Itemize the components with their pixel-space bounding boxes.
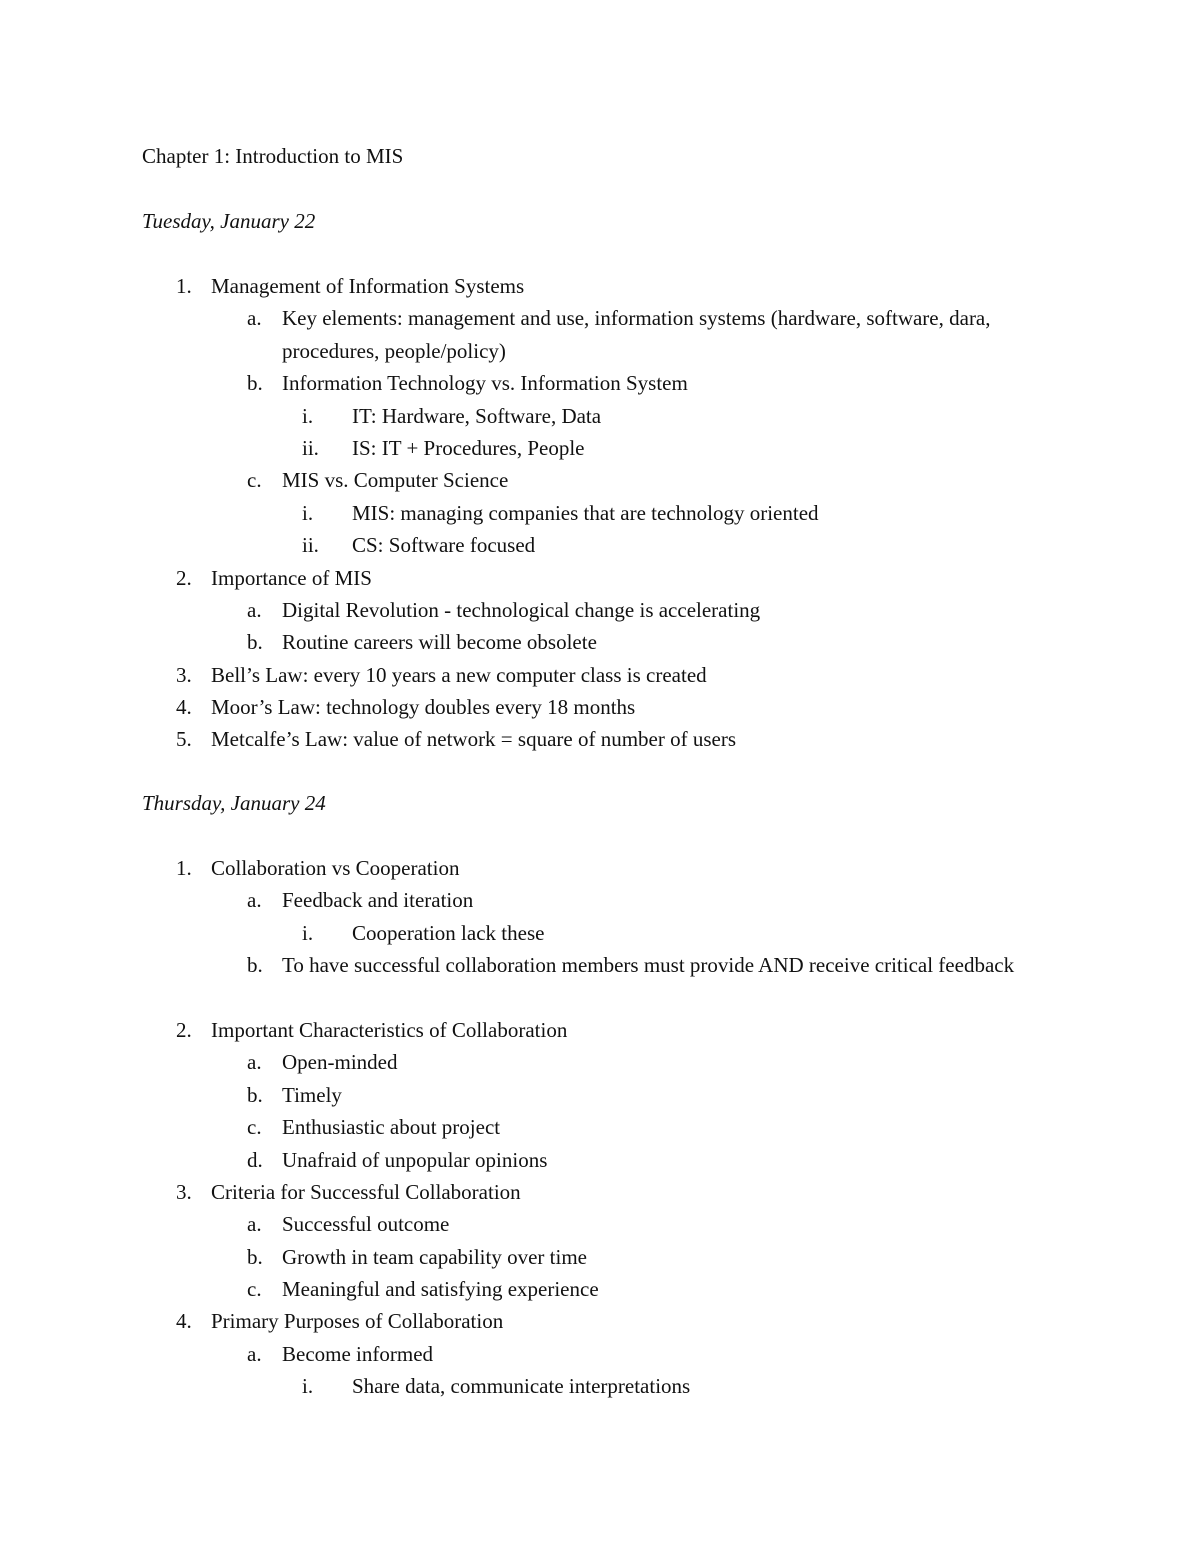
- outline-list: [0, 270, 1200, 756]
- list-item-text: To have successful collaboration members must provide AND receive critical feedback: [282, 953, 1015, 978]
- outline-item: [0, 1241, 1200, 1273]
- outline-item: [0, 1273, 1200, 1305]
- outline-item: [0, 1338, 1200, 1370]
- list-item-text: Importance of MIS: [211, 565, 372, 590]
- list-marker: d.: [247, 1147, 263, 1172]
- list-item-text: Cooperation lack these: [352, 920, 545, 945]
- outline-item: [0, 949, 1200, 1014]
- outline-item: [0, 852, 1200, 884]
- list-item-text: Bell’s Law: every 10 years a new computer class is created: [211, 662, 707, 687]
- outline-list: [0, 852, 1200, 1403]
- list-item-text: Growth in team capability over time: [282, 1244, 587, 1269]
- list-marker: b.: [247, 953, 263, 978]
- outline-item: [0, 1046, 1200, 1078]
- list-item-text: Digital Revolution - technological change is accelerating: [282, 597, 761, 622]
- section-date: Thursday, January 24: [142, 791, 326, 815]
- list-marker: b.: [247, 1244, 263, 1269]
- list-marker: i.: [302, 403, 314, 428]
- list-item-text: MIS: managing companies that are technology oriented: [352, 500, 819, 525]
- outline-item: [0, 562, 1200, 594]
- list-marker: i.: [302, 500, 314, 525]
- outline-item: [0, 1370, 1200, 1402]
- list-marker: c.: [247, 1277, 262, 1302]
- list-marker: b.: [247, 630, 263, 655]
- outline-item: [0, 1079, 1200, 1111]
- list-marker: a.: [247, 1050, 262, 1075]
- list-marker: i.: [302, 920, 314, 945]
- outline-item: [0, 497, 1200, 529]
- list-marker: 2.: [176, 1017, 192, 1042]
- list-marker: 1.: [176, 274, 192, 298]
- outline-item: [0, 594, 1200, 626]
- list-marker: c.: [247, 468, 262, 493]
- list-item-text: Primary Purposes of Collaboration: [211, 1309, 504, 1334]
- list-marker: b.: [247, 371, 263, 396]
- outline-item: [0, 400, 1200, 432]
- list-marker: 1.: [176, 856, 192, 880]
- list-item-text: CS: Software focused: [352, 533, 536, 558]
- outline-item: [0, 302, 1200, 367]
- list-marker: 3.: [176, 1179, 192, 1204]
- outline-item: [0, 432, 1200, 464]
- list-item-text: Key elements: management and use, information systems (hardware, software, dara, procedures, people/policy): [282, 306, 991, 363]
- list-item-text: Timely: [282, 1082, 342, 1107]
- list-marker: a.: [247, 888, 262, 913]
- list-item-text: Metcalfe’s Law: value of network = square of number of users: [211, 727, 736, 752]
- list-item-text: Unafraid of unpopular opinions: [282, 1147, 548, 1172]
- outline-item: [0, 464, 1200, 496]
- list-marker: 4.: [176, 695, 192, 720]
- list-marker: 2.: [176, 565, 192, 590]
- list-item-text: Share data, communicate interpretations: [352, 1374, 691, 1399]
- list-marker: ii.: [302, 435, 319, 460]
- list-marker: a.: [247, 1212, 262, 1237]
- outline-item: [0, 529, 1200, 561]
- outline-item: [0, 1176, 1200, 1208]
- list-marker: 4.: [176, 1309, 192, 1334]
- outline-item: [0, 723, 1200, 755]
- list-item-text: Open-minded: [282, 1050, 398, 1075]
- list-marker: 5.: [176, 727, 192, 752]
- outline-item: [0, 367, 1200, 399]
- list-marker: a.: [247, 306, 262, 331]
- outline-item: [0, 1111, 1200, 1143]
- list-marker: a.: [247, 597, 262, 622]
- list-item-text: Successful outcome: [282, 1212, 450, 1237]
- outline-item: [0, 1208, 1200, 1240]
- outline-item: [0, 691, 1200, 723]
- list-item-text: Collaboration vs Cooperation: [211, 856, 460, 880]
- document-title: Chapter 1: Introduction to MIS: [142, 144, 404, 168]
- list-marker: b.: [247, 1082, 263, 1107]
- list-item-text: Become informed: [282, 1341, 434, 1366]
- outline-item: [0, 884, 1200, 916]
- list-item-text: Moor’s Law: technology doubles every 18 months: [211, 695, 636, 720]
- outline-item: [0, 659, 1200, 691]
- list-marker: a.: [247, 1341, 262, 1366]
- list-item-text: Enthusiastic about project: [282, 1115, 501, 1140]
- list-marker: c.: [247, 1115, 262, 1140]
- list-item-text: IT: Hardware, Software, Data: [352, 403, 602, 428]
- list-item-text: Important Characteristics of Collaboration: [211, 1017, 568, 1042]
- list-item-text: Information Technology vs. Information System: [282, 371, 688, 396]
- list-item-text: Meaningful and satisfying experience: [282, 1277, 599, 1302]
- list-item-text: Criteria for Successful Collaboration: [211, 1179, 521, 1204]
- outline-item: [0, 626, 1200, 658]
- list-marker: 3.: [176, 662, 192, 687]
- section-date: Tuesday, January 22: [142, 209, 316, 233]
- list-item-text: IS: IT + Procedures, People: [352, 435, 585, 460]
- list-marker: i.: [302, 1374, 314, 1399]
- list-marker: ii.: [302, 533, 319, 558]
- list-item-text: MIS vs. Computer Science: [282, 468, 509, 493]
- outline-item: [0, 1144, 1200, 1176]
- outline-item: [0, 1305, 1200, 1337]
- outline-item: [0, 917, 1200, 949]
- list-item-text: Feedback and iteration: [282, 888, 474, 913]
- list-item-text: Routine careers will become obsolete: [282, 630, 597, 655]
- list-item-text: Management of Information Systems: [211, 274, 525, 298]
- outline-item: [0, 1014, 1200, 1046]
- outline-item: [0, 270, 1200, 302]
